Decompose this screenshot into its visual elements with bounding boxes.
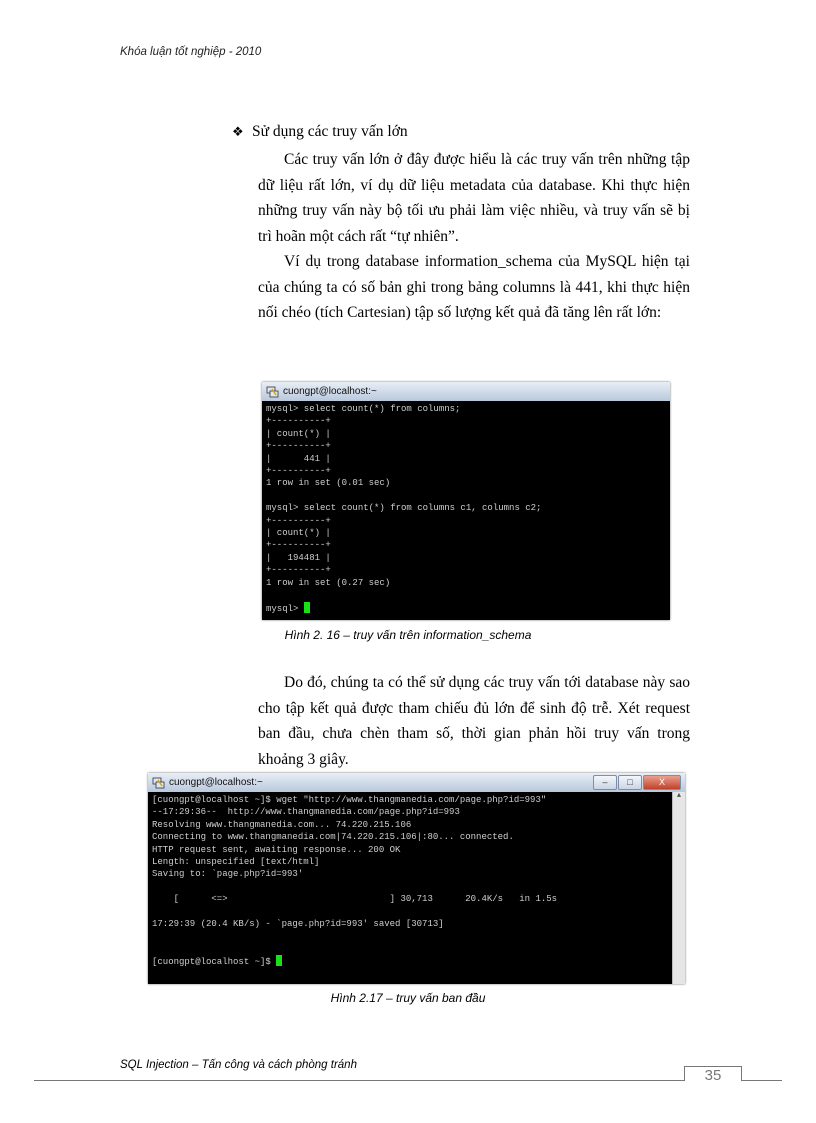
paragraph-3: Do đó, chúng ta có thể sử dụng các truy vấn tới database này sao cho tập kết quả được tham chiếu đủ lớn để sinh độ trễ. Xét request ban đầu, chưa chèn tham số, thời gian phản hồi truy vấn trong khoảng 3 giây. — [258, 674, 690, 768]
minimize-button[interactable]: – — [593, 775, 617, 790]
terminal-line: +----------+ — [266, 466, 331, 477]
cursor-block — [304, 602, 310, 613]
terminal-line: +----------+ — [266, 565, 331, 576]
terminal-line: 17:29:39 (20.4 KB/s) - `page.php?id=993' saved [30713] — [152, 919, 444, 930]
terminal-line: [cuongpt@localhost ~]$ wget "http://www.thangmanedia.com/page.php?id=993" — [152, 795, 547, 805]
figure-caption-2: Hình 2.17 – truy vấn ban đầu — [330, 991, 486, 1005]
terminal-prompt: [cuongpt@localhost ~]$ — [152, 957, 277, 968]
terminal-line: | 194481 | — [266, 552, 331, 563]
terminal-title: cuongpt@localhost:~ — [283, 386, 377, 397]
terminal-prompt-line — [266, 602, 666, 615]
terminal-line: +----------+ — [266, 416, 331, 427]
maximize-button[interactable]: □ — [618, 775, 642, 790]
terminal-title-bar — [262, 382, 670, 401]
terminal-wget-screenshot — [148, 773, 685, 984]
running-footer: SQL Injection – Tấn công và cách phòng tránh — [120, 1059, 357, 1071]
terminal-line — [152, 881, 681, 893]
terminal-line: Connecting to www.thangmanedia.com|74.220.215.106|:80... connected. — [152, 832, 514, 843]
terminal-output — [148, 792, 685, 971]
terminal-mysql-screenshot — [262, 382, 670, 620]
cursor-block — [276, 955, 282, 966]
putty-icon — [152, 777, 165, 789]
scroll-up-icon[interactable]: ▲ — [676, 792, 682, 800]
putty-icon — [266, 386, 279, 398]
terminal-line — [266, 490, 666, 502]
terminal-line: --17:29:36-- http://www.thangmanedia.com/page.php?id=993 — [152, 807, 460, 818]
terminal-line: | count(*) | — [266, 528, 331, 539]
terminal-line — [152, 943, 681, 955]
terminal-line: mysql> select count(*) from columns c1, columns c2; — [266, 503, 542, 514]
terminal-output — [262, 401, 670, 617]
page-number: 35 — [684, 1066, 742, 1081]
section-heading — [232, 123, 408, 141]
terminal-line: +----------+ — [266, 540, 331, 551]
terminal-line — [152, 906, 681, 918]
terminal-line — [152, 930, 681, 942]
terminal-line: +----------+ — [266, 441, 331, 452]
running-header: Khóa luận tốt nghiệp - 2010 — [120, 46, 262, 58]
terminal-line: 1 row in set (0.27 sec) — [266, 577, 391, 588]
terminal-line: +----------+ — [266, 515, 331, 526]
terminal-line: [ <=> ] 30,713 20.4K/s in 1.5s — [152, 894, 558, 905]
terminal-title-bar — [148, 773, 685, 792]
paragraph-2: Ví dụ trong database information_schema của MySQL hiện tại của chúng ta có số bản ghi trong bảng columns là 441, khi thực hiện nối chéo (tích Cartesian) tập số lượng kết quả đã tăng lên rất lớn: — [258, 253, 690, 321]
close-button[interactable]: X — [643, 775, 681, 790]
bullet-diamond-icon: ❖ — [232, 124, 244, 139]
figure-caption-1: Hình 2. 16 – truy vấn trên information_schema — [284, 628, 532, 642]
terminal-line — [266, 589, 666, 601]
terminal-line: mysql> select count(*) from columns; — [266, 404, 461, 414]
terminal-prompt: mysql> — [266, 603, 304, 614]
section-title: Sử dụng các truy vấn lớn — [252, 123, 408, 140]
terminal-line: | count(*) | — [266, 428, 331, 439]
paragraph-1: Các truy vấn lớn ở đây được hiểu là các truy vấn trên những tập dữ liệu rất lớn, ví dụ dữ liệu metadata của database. Khi thực hiện những truy vấn này bộ tối ưu phải làm việc nhiều, và truy vấn sẽ bị trì hoãn một cách rất “tự nhiên”. — [258, 151, 690, 245]
terminal-line: | 441 | — [266, 453, 331, 464]
terminal-line: Length: unspecified [text/html] — [152, 857, 320, 868]
terminal-title: cuongpt@localhost:~ — [169, 777, 263, 788]
footer-rule-right — [740, 1080, 782, 1081]
footer-rule-left — [34, 1080, 684, 1081]
scrollbar[interactable] — [672, 792, 685, 984]
terminal-line: HTTP request sent, awaiting response... 200 OK — [152, 844, 401, 855]
terminal-line: 1 row in set (0.01 sec) — [266, 478, 391, 489]
terminal-prompt-line — [152, 955, 681, 968]
terminal-line: Saving to: `page.php?id=993' — [152, 869, 304, 880]
terminal-line: Resolving www.thangmanedia.com... 74.220.215.106 — [152, 819, 412, 830]
